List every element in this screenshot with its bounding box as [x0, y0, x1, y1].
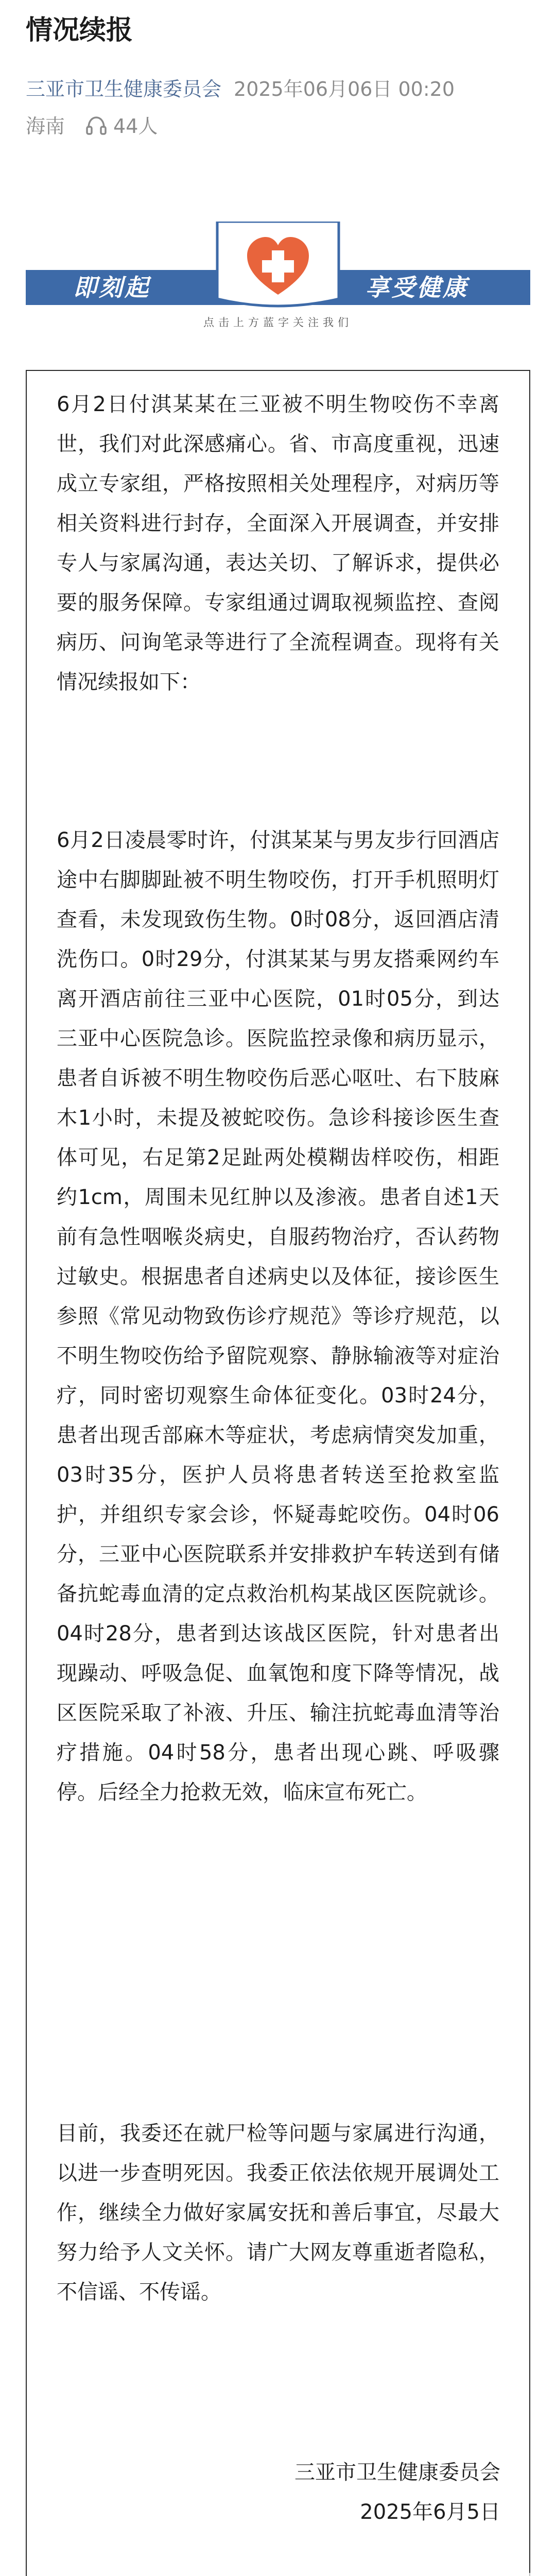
heart-cross-icon — [215, 222, 341, 309]
banner-left-text: 即刻起 — [73, 274, 150, 301]
article-paragraph-2: 6月2日凌晨零时许，付淇某某与男友步行回酒店途中右脚脚趾被不明生物咬伤，打开手机照明灯查看，未发现致伤生物。0时08分，返回酒店清洗伤口。0时29分，付淇某某与男友搭乘网约车离开酒店前往三亚中心医院，01时05分，到达三亚中心医院急诊。医院监控录像和病历显示，患者自诉被不明生物咬伤后恶心呕吐、右下肢麻木1小时，未提及被蛇咬伤。急诊科接诊医生查体可见，右足第2足趾两处模糊齿样咬伤，相距约1cm，周围未见红肿以及渗液。患者自述1天前有急性咽喉炎病史，自服药物治疗，否认药物过敏史。根据患者自述病史以及体征，接诊医生参照《常见动物致伤诊疗规范》等诊疗规范，以不明生物咬伤给予留院观察、静脉输液等对症治疗，同时密切观察生命体征变化。03时24分，患者出现舌部麻木等症状，考虑病情突发加重，03时35分，医护人员将患者转送至抢救室监护，并组织专家会诊，怀疑毒蛇咬伤。04时06分，三亚中心医院联系并安排救护车转送到有储备抗蛇毒血清的定点救治机构某战区医院就诊。04时28分，患者到达该战区医院，针对患者出现躁动、呼吸急促、血氧饱和度下降等情况，战区医院采取了补液、升压、输注抗蛇毒血清等治疗措施。04时58分，患者出现心跳、呼吸骤停。后经全力抢救无效，临床宣布死亡。 — [57, 828, 499, 1804]
banner-right-text: 享受健康 — [366, 274, 468, 301]
article-paragraph-3: 目前，我委还在就尸检等问题与家属进行沟通，以进一步查明死因。我委正依法依规开展调处工作，继续全力做好家属安抚和善后事宜，尽最大努力给予人文关怀。请广大网友尊重逝者隐私，不信谣、不传谣。 — [57, 2122, 499, 2304]
location-label: 海南 — [26, 115, 65, 138]
promo-banner[interactable] — [26, 222, 530, 332]
watermark — [489, 2573, 552, 2576]
banner-caption: 点击上方蓝字关注我们 — [203, 316, 353, 329]
signature-date: 2025年6月5日 — [360, 2500, 500, 2524]
meta-row-location — [26, 113, 158, 139]
article-paragraph-1: 6月2日付淇某某在三亚被不明生物咬伤不幸离世，我们对此深感痛心。省、市高度重视，迅速成立专家组，严格按照相关处理程序，对病历等相关资料进行封存，全面深入开展调查，并安排专人与家属沟通，表达关切、了解诉求，提供必要的服务保障。专家组通过调取视频监控、查阅病历、问询笔录等进行了全流程调查。现将有关情况续报如下： — [57, 393, 499, 694]
meta-row — [26, 76, 455, 102]
listener-count: 44人 — [113, 115, 158, 138]
page-title: 情况续报 — [26, 15, 133, 46]
headphones-icon[interactable] — [85, 115, 107, 136]
article-box — [26, 370, 530, 2576]
publish-datetime: 2025年06月06日 00:20 — [234, 78, 455, 100]
publisher-link[interactable]: 三亚市卫生健康委员会 — [26, 78, 222, 100]
signature-org: 三亚市卫生健康委员会 — [294, 2461, 500, 2484]
